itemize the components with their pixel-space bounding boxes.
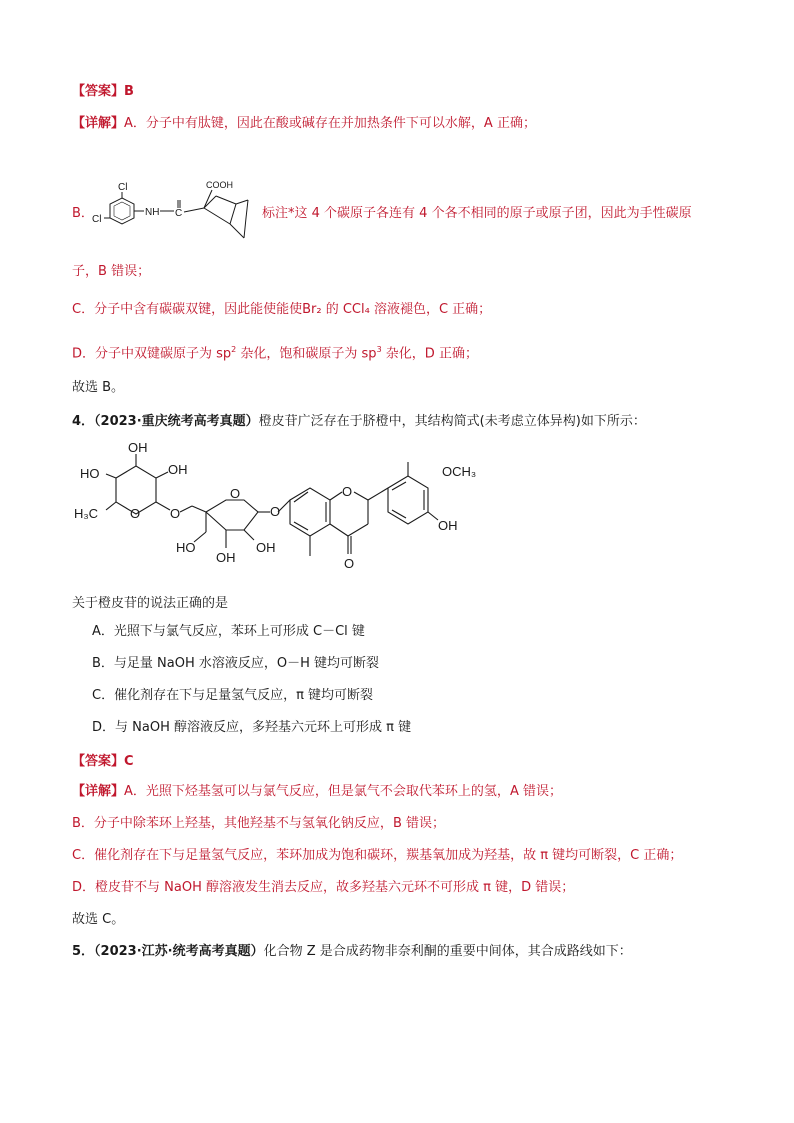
detail-a-end: A xyxy=(483,116,493,131)
hesperidin-structure xyxy=(72,436,492,584)
detail-d-mid: 杂化，饱和碳原子为 sp xyxy=(236,346,377,362)
q4-detail-a-lead: A． xyxy=(124,784,146,799)
detail-c-text: C．分子中含有碳碳双键，因此能使能使 xyxy=(72,302,303,317)
detail-b-text2: 子， xyxy=(72,264,99,279)
q4-detail-b-lead: B． xyxy=(72,816,94,831)
q4-detail-c-tail: 正确； xyxy=(639,848,683,863)
q4-stem: 橙皮苷广泛存在于脐橙中，其结构简式(未考虑立体异构)如下所示： xyxy=(258,414,646,429)
detail-c-end: C xyxy=(438,302,449,317)
mol-o-ring3: O xyxy=(342,484,353,499)
mol-oh-b1: OH xyxy=(256,540,276,555)
mol-h3c: H₃C xyxy=(74,506,99,521)
q4-option-d-text: D．与 NaOH 醇溶液反应，多羟基六元环上可形成 π 键 xyxy=(92,720,412,735)
detail-b-text-main: 标注*这 4 个碳原子各连有 4 个各不相同的原子或原子团，因此为手性碳原 xyxy=(262,206,692,221)
q4-conclusion xyxy=(72,910,124,930)
detail-d-end: D xyxy=(424,346,435,362)
q4-detail-c-end: C xyxy=(630,848,640,863)
mol-oh-r2: OH xyxy=(438,518,458,533)
q4-detail-c-text: 催化剂存在下与足量氢气反应，苯环加成为饱和碳环，羰基氧加成为羟基，故 π 键均可断裂， xyxy=(94,848,631,863)
detail-b-lead-text: B． xyxy=(72,206,94,221)
mol-b-cl2: Cl xyxy=(92,214,102,225)
q4-detail-c-lead: C． xyxy=(72,848,95,863)
detail-a-line xyxy=(72,114,536,134)
mol-oh-top: OH xyxy=(128,440,148,455)
q4-number: 4． xyxy=(72,414,95,429)
q4-option-b[interactable] xyxy=(92,654,379,674)
q4-answer-tag: 【答案】 xyxy=(72,754,125,769)
mol-b-c: C xyxy=(175,208,183,219)
q4-detail-d-end: D xyxy=(521,880,532,895)
q4-option-a[interactable] xyxy=(92,622,365,642)
q4-detail-d xyxy=(72,878,574,898)
mol-o-ring2: O xyxy=(230,486,241,501)
q4-detail-b-text: 分子中除苯环上羟基，其他羟基不与氢氧化钠反应， xyxy=(93,816,393,831)
q4-detail-a-text: 光照下烃基氢可以与氯气反应，但是氯气不会取代苯环上的氢， xyxy=(145,784,510,799)
detail-b-line2 xyxy=(72,262,150,282)
q5-stem: 化合物 Z 是合成药物非奈利酮的重要中间体，其合成路线如下： xyxy=(263,944,632,959)
detail-a-text: A．分子中有肽键，因此在酸或碱存在并加热条件下可以水解， xyxy=(124,116,484,131)
q4-stem-line xyxy=(72,412,646,432)
q4-prompt xyxy=(72,594,228,614)
q4-option-d[interactable] xyxy=(92,718,411,738)
q4-option-c-text: C．催化剂存在下与足量氢气反应，π 键均可断裂 xyxy=(92,688,374,703)
mol-b-cooh: COOH xyxy=(206,180,233,190)
q4-source: （2023·重庆统考高考真题） xyxy=(94,414,259,429)
detail-b-tail: 错误； xyxy=(106,264,151,279)
q4-detail-b xyxy=(72,814,445,834)
answer-value: B xyxy=(124,84,134,99)
detail-b-text xyxy=(262,204,692,224)
q4-detail-a-end: A xyxy=(509,784,519,799)
mol-ho2: HO xyxy=(176,540,196,555)
q4-option-c[interactable] xyxy=(92,686,373,706)
mol-o-link2: O xyxy=(270,504,281,519)
q4-detail-d-text: 橙皮苷不与 NaOH 醇溶液发生消去反应，故多羟基六元环不可形成 π 键， xyxy=(95,880,522,895)
detail-c-ccl: CCl₄ xyxy=(342,302,370,317)
answer-tag: 【答案】 xyxy=(72,84,125,99)
detail-tag: 【详解】 xyxy=(72,116,125,131)
mol-oh-b2: OH xyxy=(216,550,236,565)
q3-conclusion xyxy=(72,378,124,398)
detail-c-line xyxy=(72,300,491,320)
detail-c-tail: 正确； xyxy=(448,302,492,317)
q4-conclusion-text: 故选 C。 xyxy=(72,912,125,927)
q4-detail-b-tail: 错误； xyxy=(401,816,445,831)
q4-detail-tag: 【详解】 xyxy=(72,784,125,799)
q4-option-b-text: B．与足量 NaOH 水溶液反应，O－H 键均可断裂 xyxy=(92,656,380,671)
detail-d-pre: D．分子中双键碳原子为 sp xyxy=(72,346,232,362)
mol-o-keto: O xyxy=(344,556,355,571)
q3-conclusion-text: 故选 B。 xyxy=(72,380,125,395)
detail-d-line xyxy=(72,340,478,364)
q4-detail-c xyxy=(72,846,682,866)
q4-detail-d-tail: 错误； xyxy=(531,880,575,895)
q4-answer-line xyxy=(72,752,134,772)
mol-och3: OCH₃ xyxy=(442,464,477,479)
molecule-b-structure xyxy=(92,178,272,250)
q4-detail-b-end: B xyxy=(392,816,402,831)
q4-option-a-text: A．光照下与氯气反应，苯环上可形成 C－Cl 键 xyxy=(92,624,365,639)
detail-c-br: Br₂ xyxy=(302,302,322,317)
q4-detail-a xyxy=(72,782,562,802)
detail-b-end: B xyxy=(98,264,107,279)
q4-prompt-text: 关于橙皮苷的说法正确的是 xyxy=(72,596,229,611)
detail-c-mid: 的 xyxy=(321,302,343,317)
mol-b-cl1: Cl xyxy=(118,182,128,193)
mol-b-nh: NH xyxy=(145,207,160,218)
q5-number: 5． xyxy=(72,944,95,959)
detail-d-rest: 杂化， xyxy=(381,346,425,362)
mol-o-link1: O xyxy=(170,506,181,521)
detail-d-tail: 正确； xyxy=(434,346,478,362)
q5-source: （2023·江苏·统考高考真题） xyxy=(94,944,264,959)
q4-detail-a-tail: 错误； xyxy=(518,784,562,799)
answer-line xyxy=(72,82,134,102)
detail-b-lead xyxy=(72,204,94,224)
q4-detail-d-lead: D． xyxy=(72,880,96,895)
detail-c-rest: 溶液褪色， xyxy=(369,302,439,317)
q4-answer-value: C xyxy=(124,754,134,769)
mol-oh-r1: OH xyxy=(168,462,188,477)
detail-d-sup1: 2 xyxy=(231,345,237,354)
mol-ho1: HO xyxy=(80,466,100,481)
mol-o-ring1: O xyxy=(130,506,141,521)
detail-d-sup2: 3 xyxy=(376,345,382,354)
detail-a-tail: 正确； xyxy=(492,116,536,131)
q5-stem-line xyxy=(72,942,632,962)
